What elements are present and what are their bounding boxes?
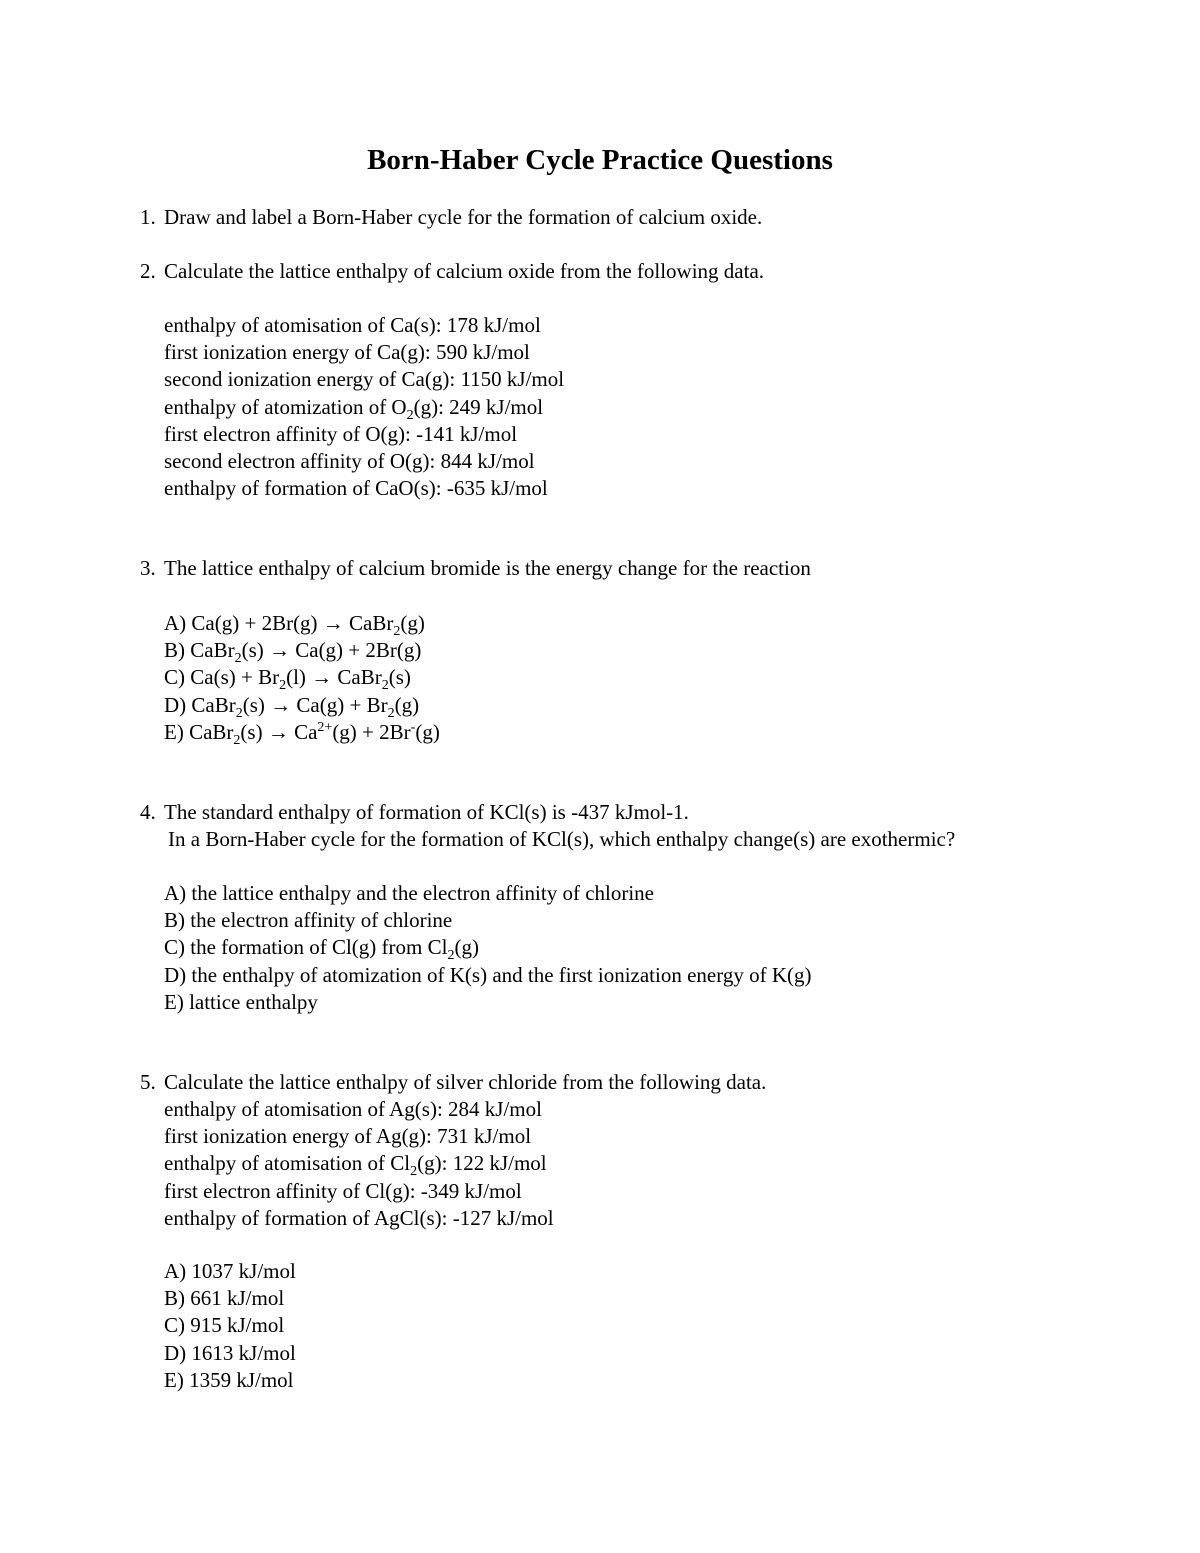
option-d: D) 1613 kJ/mol	[164, 1340, 296, 1365]
data-line: first ionization energy of Ag(g): 731 kJ/mol	[164, 1124, 532, 1149]
question-1	[140, 204, 762, 231]
question-2	[140, 258, 764, 285]
question-5-data	[164, 1096, 554, 1232]
question-2-data	[164, 312, 564, 502]
question-5	[140, 1069, 766, 1096]
question-text: Draw and label a Born-Haber cycle for the formation of calcium oxide.	[164, 205, 763, 229]
option-b: B) 661 kJ/mol	[164, 1286, 285, 1311]
question-4-text-2: In a Born-Haber cycle for the formation of KCl(s), which enthalpy change(s) are exothermic?	[168, 827, 956, 851]
data-line: enthalpy of formation of CaO(s): -635 kJ/mol	[164, 476, 548, 501]
question-text: Calculate the lattice enthalpy of silver chloride from the following data.	[164, 1070, 767, 1094]
data-line: enthalpy of atomisation of Ca(s): 178 kJ/mol	[164, 313, 541, 337]
data-line: enthalpy of atomization of $O_2(g)$: 249 kJ/mol	[164, 394, 544, 423]
question-5-options	[164, 1258, 296, 1394]
data-line: first ionization energy of Ca(g): 590 kJ/mol	[164, 340, 530, 365]
data-line: first electron affinity of O(g): -141 kJ/mol	[164, 421, 518, 446]
question-4	[140, 799, 689, 826]
option-a: A) 1037 kJ/mol	[164, 1259, 296, 1283]
option-d: D) CaBr$_2$(s) → $Ca(g) + Br_2(g)$	[164, 692, 420, 721]
option-c: C) $Ca(s) + Br_2(l)$ → CaBr$_2$(s)	[164, 665, 411, 694]
question-number: 3.	[140, 556, 156, 580]
question-number: 1.	[140, 205, 156, 229]
data-line: second electron affinity of O(g): 844 kJ/mol	[164, 448, 535, 473]
page-title: Born-Haber Cycle Practice Questions	[367, 144, 833, 176]
question-3	[140, 555, 811, 582]
option-e: E) CaBr$_2$(s) → $Ca^{2+}(g) + 2Br^-(g)$	[164, 719, 440, 748]
question-3-options	[164, 610, 440, 746]
question-4-options	[164, 880, 812, 1016]
option-e: E) lattice enthalpy	[164, 989, 318, 1014]
question-number: 4.	[140, 800, 156, 824]
data-line: enthalpy of atomisation of $Cl_2(g)$: 122 kJ/mol	[164, 1151, 547, 1180]
option-e: E) 1359 kJ/mol	[164, 1367, 294, 1392]
option-a: A) the lattice enthalpy and the electron affinity of chlorine	[164, 881, 655, 905]
question-number: 2.	[140, 259, 156, 283]
data-line: enthalpy of formation of AgCl(s): -127 kJ/mol	[164, 1205, 554, 1230]
data-line: second ionization energy of Ca(g): 1150 kJ/mol	[164, 367, 565, 392]
question-text: The standard enthalpy of formation of KCl(s) is -437 kJmol-1.	[164, 800, 689, 824]
option-a: A) Ca(g) + 2Br(g) → CaBr$_2$(g)	[164, 611, 425, 640]
option-c: C) the formation of Cl(g) from $Cl_2(g)$	[164, 935, 479, 964]
option-d: D) the enthalpy of atomization of K(s) and the first ionization energy of K(g)	[164, 962, 812, 987]
data-line: enthalpy of atomisation of Ag(s): 284 kJ/mol	[164, 1097, 542, 1121]
data-line: first electron affinity of Cl(g): -349 kJ/mol	[164, 1178, 522, 1203]
option-b: B) the electron affinity of chlorine	[164, 908, 453, 933]
option-c: C) 915 kJ/mol	[164, 1313, 285, 1338]
option-b: B) CaBr$_2$(s) → Ca(g) + 2Br(g)	[164, 638, 422, 667]
question-number: 5.	[140, 1070, 156, 1094]
question-text: The lattice enthalpy of calcium bromide is the energy change for the reaction	[164, 556, 811, 580]
question-text: Calculate the lattice enthalpy of calcium oxide from the following data.	[164, 259, 765, 283]
